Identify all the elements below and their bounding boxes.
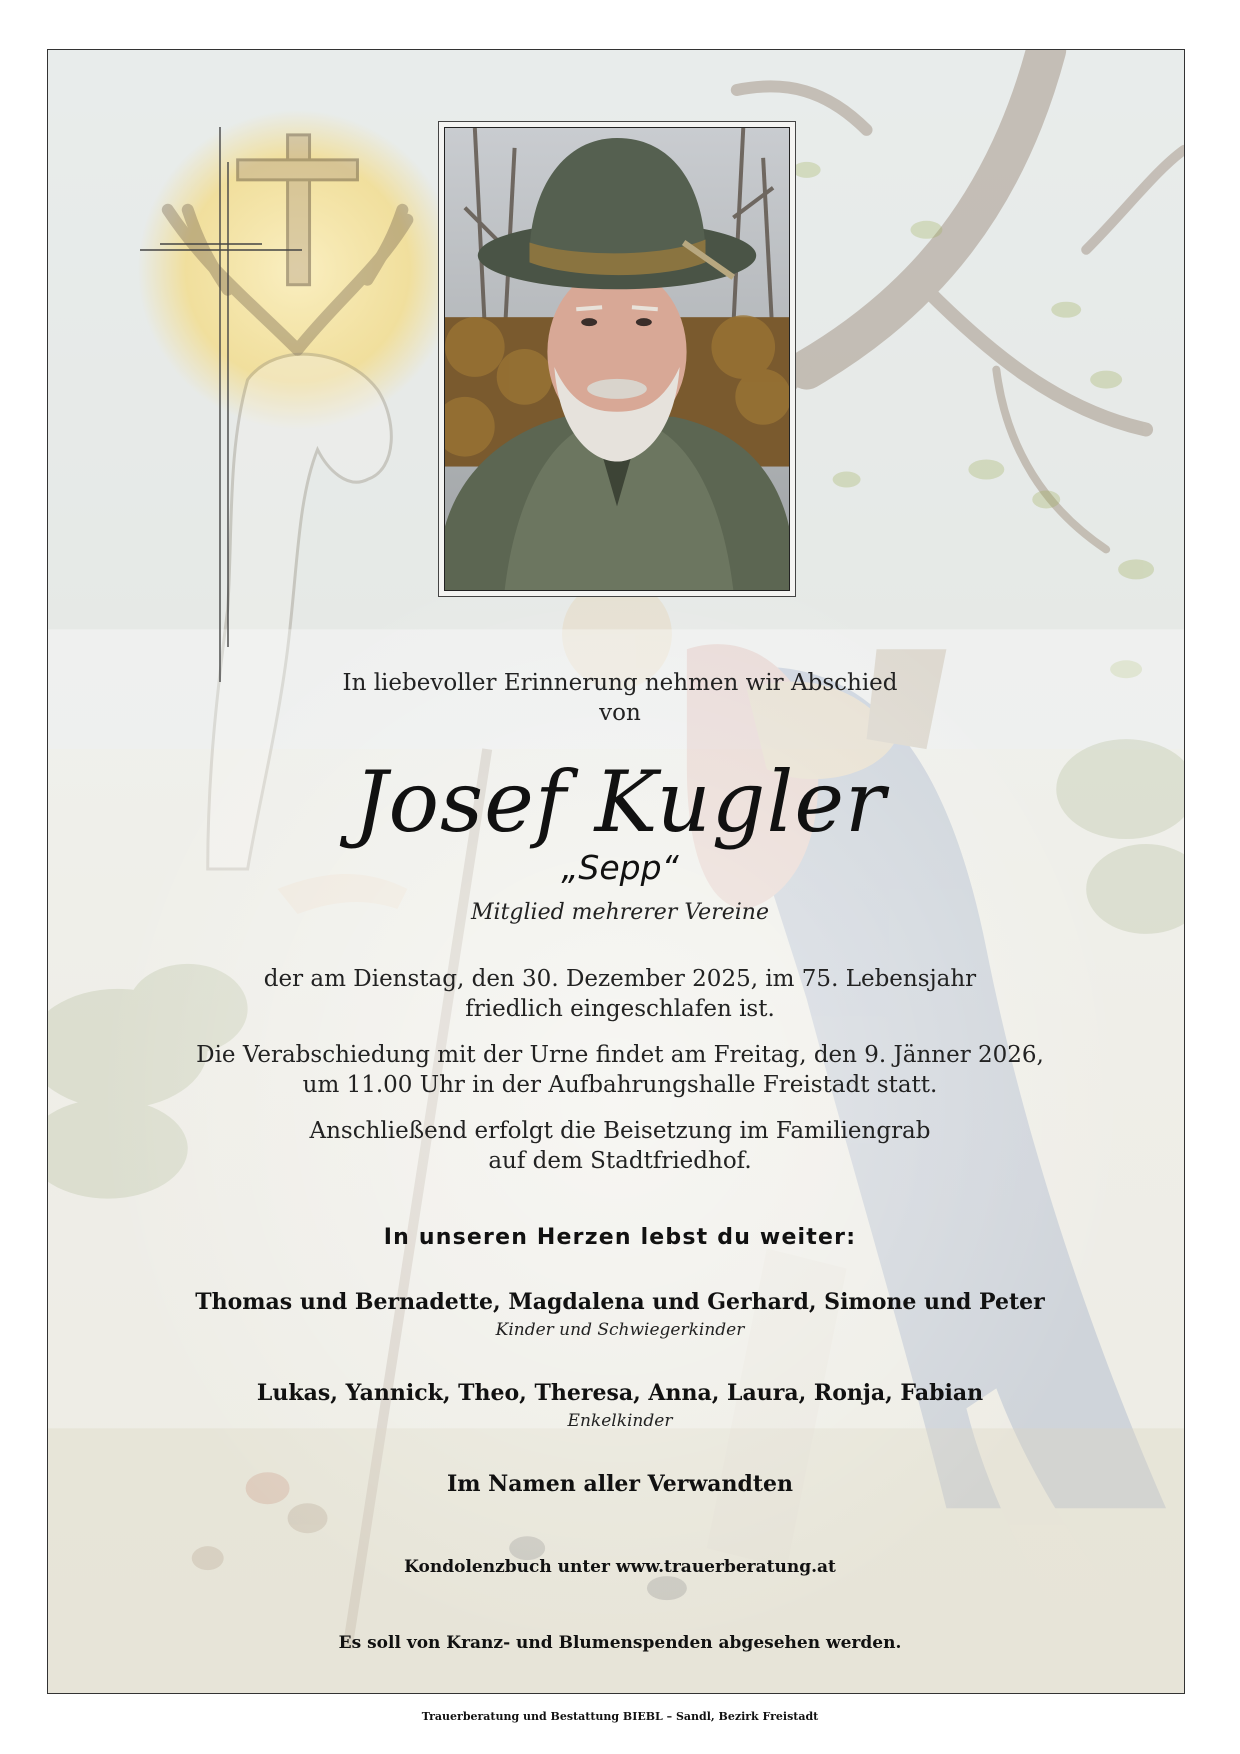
condolence-book-note: Kondolenzbuch unter www.trauerberatung.at	[404, 1557, 836, 1577]
mourner-group-grandchildren-names: Lukas, Yannick, Theo, Theresa, Anna, Laura, Ronja, Fabian	[256, 1380, 984, 1406]
portrait-photo	[444, 127, 790, 591]
mourner-group-children-names: Thomas und Bernadette, Magdalena und Gerhard, Simone und Peter	[195, 1289, 1045, 1315]
deceased-role: Mitglied mehrerer Vereine	[471, 900, 769, 925]
deceased-nickname: „Sepp“	[561, 848, 679, 887]
mourner-group-children-relation: Kinder und Schwiegerkinder	[495, 1320, 745, 1340]
flowers-note: Es soll von Kranz- und Blumenspenden abgesehen werden.	[338, 1633, 902, 1653]
death-notice-line-1: der am Dienstag, den 30. Dezember 2025, im 75. Lebensjahr	[263, 966, 977, 992]
farewell-line-2: um 11.00 Uhr in der Aufbahrungshalle Freistadt statt.	[302, 1072, 938, 1098]
intro-line-2: von	[599, 700, 641, 726]
mourner-group-grandchildren-relation: Enkelkinder	[567, 1411, 673, 1431]
burial-line-2: auf dem Stadtfriedhof.	[488, 1148, 752, 1174]
mourners-closing: Im Namen aller Verwandten	[446, 1471, 794, 1497]
cross-icon	[140, 127, 310, 682]
mourners-heading: In unseren Herzen lebst du weiter:	[383, 1225, 857, 1250]
burial-line-1: Anschließend erfolgt die Beisetzung im Familiengrab	[309, 1118, 931, 1144]
death-notice-line-2: friedlich eingeschlafen ist.	[465, 996, 775, 1022]
intro-line-1: In liebevoller Erinnerung nehmen wir Abschied	[342, 670, 898, 696]
funeral-home-footer: Trauerberatung und Bestattung BIEBL – Sandl, Bezirk Freistadt	[421, 1710, 819, 1723]
deceased-name: Josef Kugler	[353, 753, 887, 851]
farewell-line-1: Die Verabschiedung mit der Urne findet am Freitag, den 9. Jänner 2026,	[196, 1042, 1044, 1068]
